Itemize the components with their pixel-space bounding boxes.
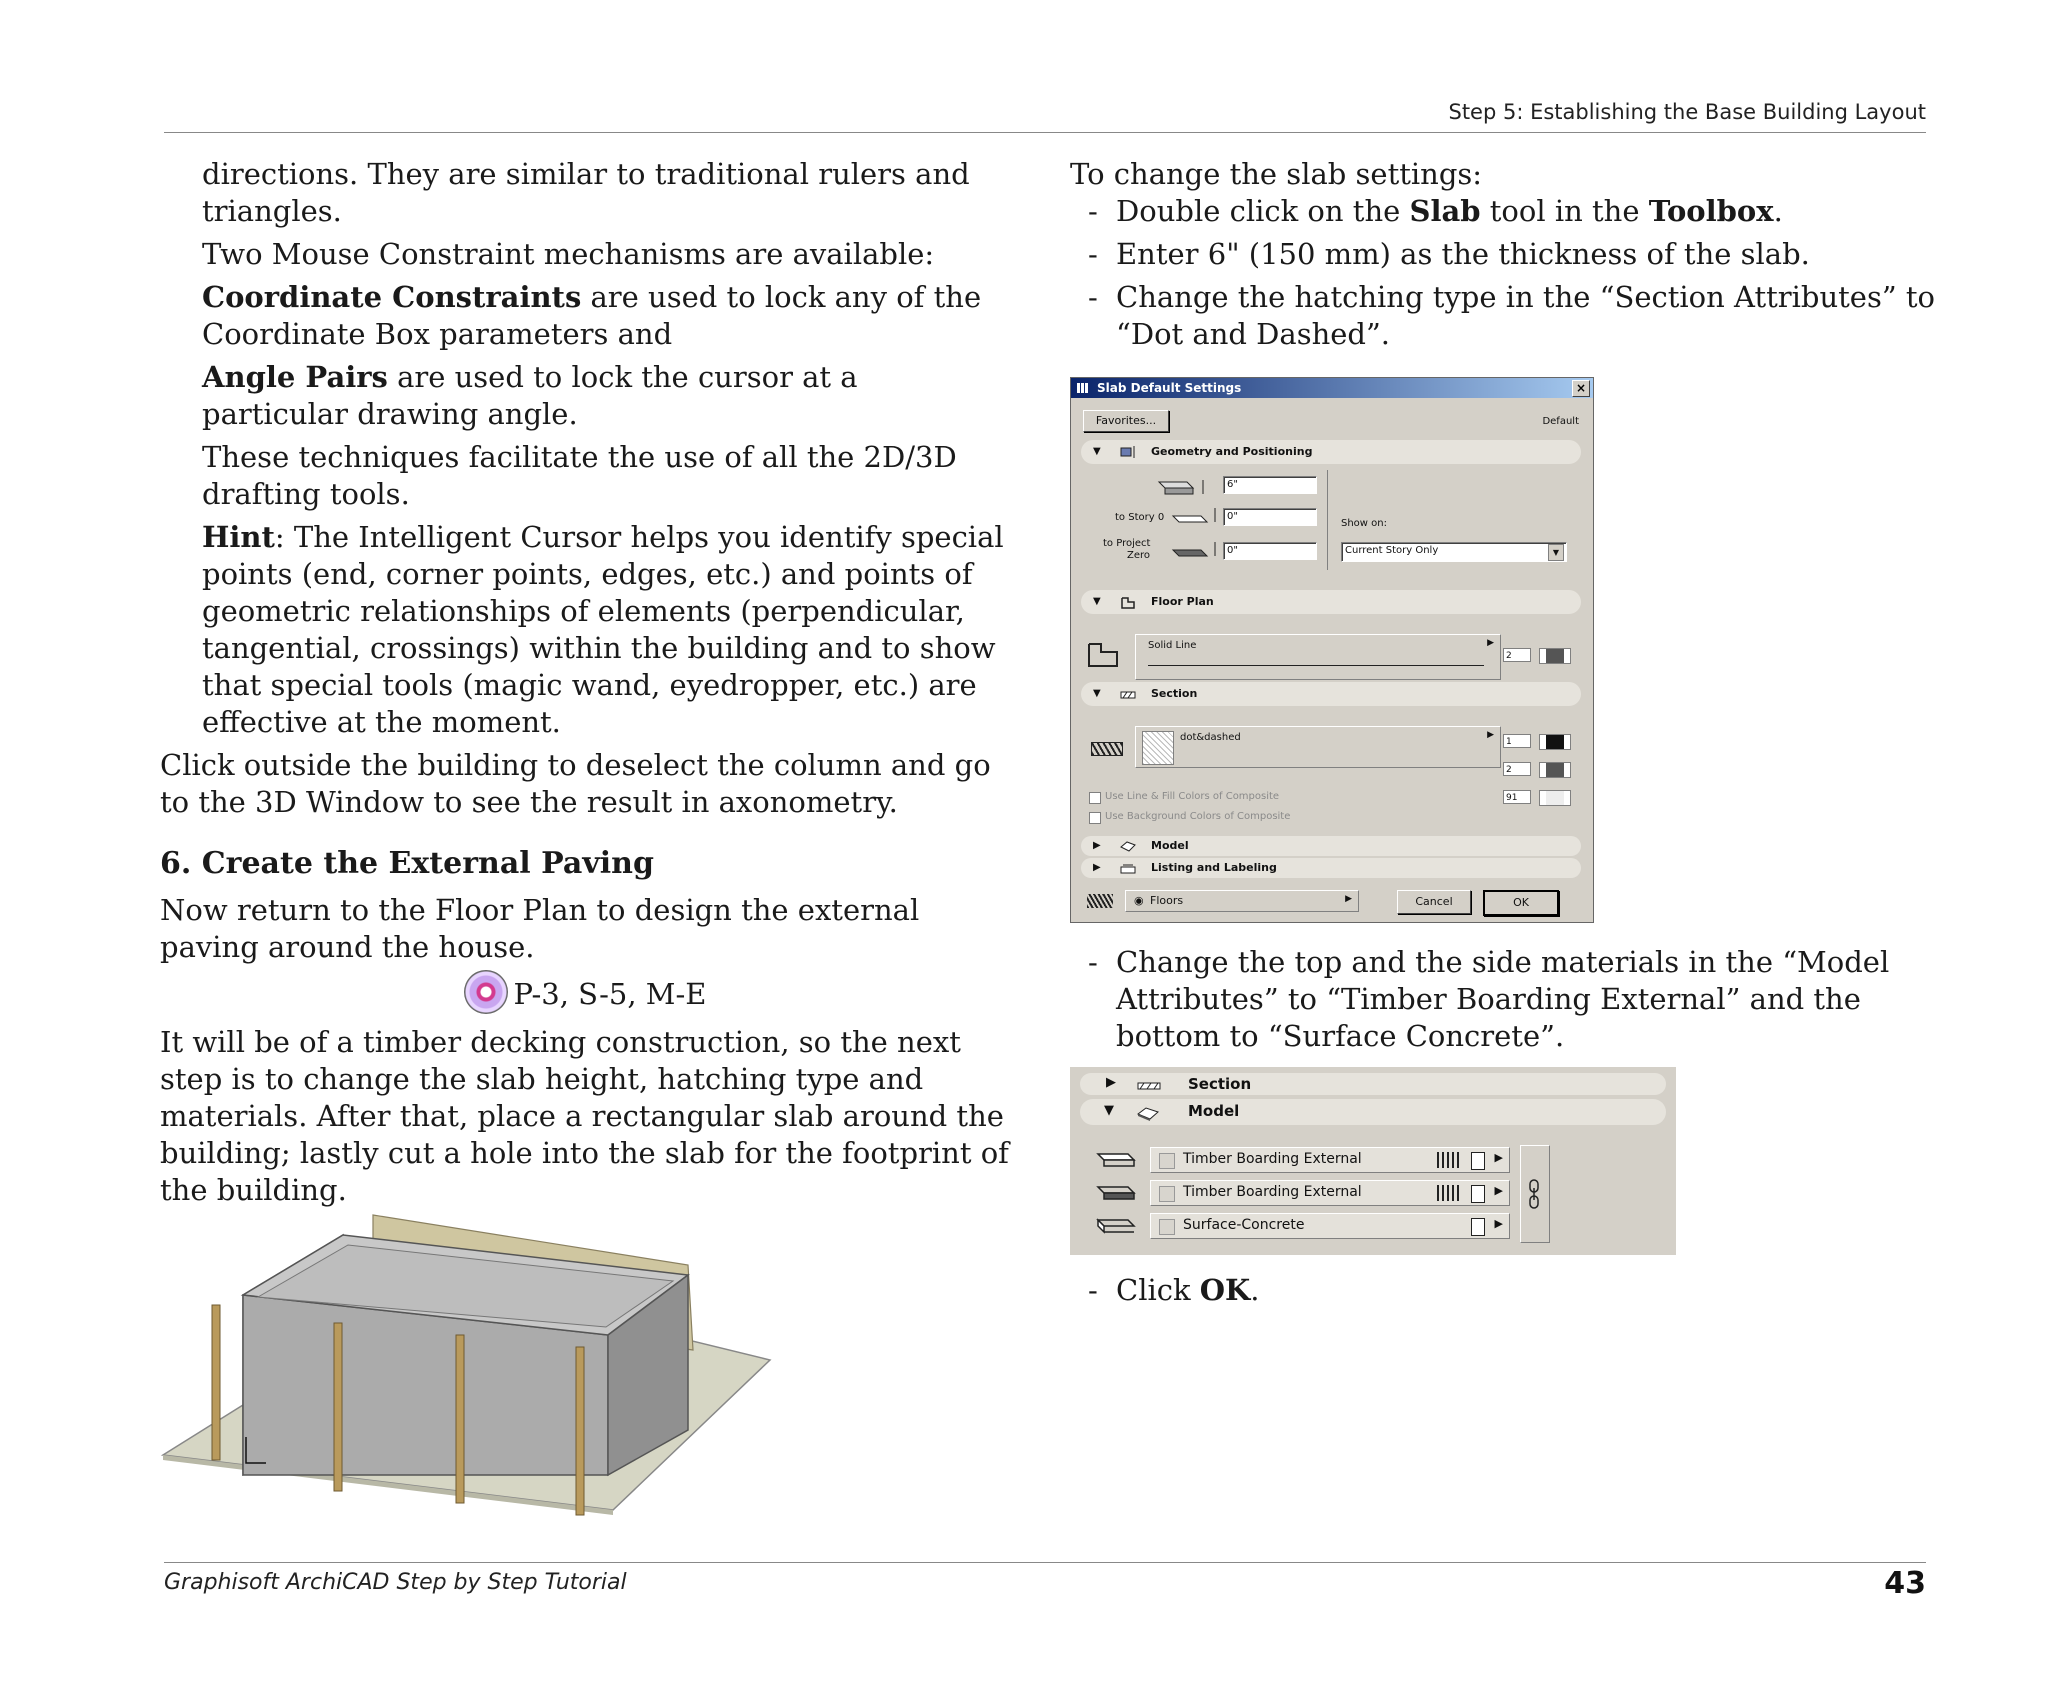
to-project-label: to Project — [1103, 538, 1151, 549]
pen-color-swatch[interactable] — [1539, 648, 1571, 664]
step-item — [1070, 279, 1940, 353]
paragraph: Two Mouse Constraint mechanisms are available: — [202, 237, 935, 271]
paragraph: directions. They are similar to traditional rulers and triangles. — [202, 157, 970, 228]
section-label: Section — [1151, 687, 1198, 700]
checkbox-label: Use Background Colors of Composite — [1105, 811, 1291, 822]
column — [576, 1347, 584, 1515]
text: are used to lock any of the Coordinate Box parameters and — [202, 280, 982, 351]
floor-plan-pen-input[interactable]: 2 — [1503, 648, 1531, 662]
chevron-right-icon: ▶ — [1345, 894, 1352, 904]
side-surface-icon — [1096, 1184, 1138, 1202]
section-pen-2-input[interactable]: 2 — [1503, 762, 1531, 776]
fill-pattern-icon — [1091, 742, 1123, 756]
dash: - — [1088, 237, 1098, 271]
chevron-right-icon[interactable]: ▶ — [1494, 1184, 1503, 1197]
section-pen-1-input[interactable]: 1 — [1503, 734, 1531, 748]
pen-color-swatch[interactable] — [1539, 734, 1571, 750]
chevron-right-icon[interactable]: ▶ — [1494, 1217, 1503, 1230]
material-side-value: Timber Boarding External — [1183, 1184, 1362, 1200]
slab-settings-dialog — [1070, 377, 1594, 923]
text: Change the hatching type in the “Section Attributes” to “Dot and Dashed”. — [1116, 280, 1935, 351]
text: Double click on the — [1116, 194, 1410, 228]
dash: - — [1088, 194, 1098, 228]
eye-icon: ◉ — [1134, 894, 1144, 907]
step-item — [1070, 193, 1940, 230]
link-materials-panel — [1520, 1145, 1550, 1243]
fill-type-selector[interactable] — [1135, 726, 1501, 768]
material-row-top[interactable] — [1150, 1147, 1510, 1173]
chevron-down-icon: ▼ — [1104, 1103, 1114, 1118]
paragraph: To change the slab settings: — [1070, 157, 1483, 191]
text: . — [1250, 1273, 1260, 1307]
paragraph: Click outside the building to deselect the column and go to the 3D Window to see the result in axonometry. — [160, 748, 991, 819]
show-on-select[interactable] — [1341, 542, 1567, 562]
paragraph — [160, 359, 1010, 433]
paragraph — [160, 279, 1010, 353]
term: Slab — [1409, 194, 1481, 228]
favorites-button[interactable]: Favorites... — [1083, 410, 1169, 432]
layer-value: Floors — [1150, 894, 1184, 907]
step-item — [1070, 1272, 1940, 1309]
fill-type-value: dot&dashed — [1180, 732, 1241, 743]
pen-color-swatch[interactable] — [1539, 762, 1571, 778]
story-offset-input[interactable]: 0" — [1223, 508, 1317, 526]
document-icon[interactable] — [1471, 1185, 1485, 1203]
section-label: Model — [1188, 1102, 1240, 1120]
story-offset-icon — [1171, 506, 1221, 526]
slab-tool-icon — [1076, 381, 1090, 395]
chevron-right-icon: ▶ — [1106, 1075, 1116, 1090]
composite-line-colors-checkbox[interactable] — [1089, 792, 1101, 804]
checkbox-label: Use Line & Fill Colors of Composite — [1105, 791, 1280, 802]
material-swatch — [1159, 1153, 1175, 1169]
dropdown-arrow-icon[interactable]: ▼ — [1548, 544, 1564, 561]
listing-icon — [1119, 861, 1137, 875]
column — [456, 1335, 464, 1503]
chevron-right-icon: ▶ — [1487, 638, 1494, 648]
cd-reference — [160, 974, 1010, 1018]
dash: - — [1088, 945, 1098, 979]
term: Coordinate Constraints — [202, 280, 582, 314]
top-surface-icon — [1096, 1151, 1138, 1169]
close-icon[interactable]: × — [1572, 380, 1590, 397]
material-top-value: Timber Boarding External — [1183, 1151, 1362, 1167]
material-swatch — [1159, 1186, 1175, 1202]
paragraph: Now return to the Floor Plan to design the external paving around the house. — [160, 893, 920, 964]
section-label: Listing and Labeling — [1151, 861, 1277, 874]
dash: - — [1088, 280, 1098, 314]
thickness-icon — [1157, 476, 1209, 496]
paragraph: These techniques facilitate the use of all the 2D/3D drafting tools. — [202, 440, 957, 511]
text: . — [1773, 194, 1783, 228]
text: are used to lock the cursor at a particular drawing angle. — [202, 360, 858, 431]
hint-paragraph — [160, 519, 1010, 741]
text: Click — [1116, 1273, 1200, 1307]
default-label: Default — [1542, 416, 1579, 427]
section-label: Floor Plan — [1151, 595, 1214, 608]
text: : The Intelligent Cursor helps you identify special points (end, corner points, edges, etc.) and points of geometric relationships of elements (perpendicular, tangential, crossings) within the building and to show that special tools (magic wand, eyedropper, etc.) are effective at the moment. — [202, 520, 1004, 739]
header-rule — [164, 132, 1926, 133]
material-row-side[interactable] — [1150, 1180, 1510, 1206]
section-hatch-icon — [1136, 1077, 1162, 1091]
footer-rule — [164, 1562, 1926, 1563]
step-item — [1070, 944, 1940, 1055]
right-column-final — [1070, 1272, 1940, 1309]
cd-icon — [464, 970, 508, 1014]
layer-icon — [1087, 894, 1113, 908]
chevron-down-icon: ▼ — [1093, 446, 1101, 457]
left-column — [160, 156, 1010, 1209]
cd-reference-text: P-3, S-5, M-E — [513, 977, 707, 1011]
section-heading: 6. Create the External Paving — [160, 846, 654, 881]
model-icon — [1136, 1104, 1162, 1122]
geometry-icon — [1119, 445, 1137, 459]
page-number: 43 — [1884, 1566, 1926, 1601]
section-header-floor-plan[interactable] — [1081, 590, 1581, 614]
section-header-model[interactable] — [1080, 1099, 1666, 1125]
section-header-section[interactable] — [1081, 682, 1581, 706]
line-type-value: Solid Line — [1148, 640, 1197, 651]
line-preview — [1148, 665, 1484, 666]
zero-label: Zero — [1127, 550, 1151, 561]
dialog-titlebar[interactable] — [1071, 378, 1593, 398]
chevron-right-icon: ▶ — [1487, 730, 1494, 740]
term: Angle Pairs — [202, 360, 388, 394]
hatch-preview — [1437, 1152, 1459, 1168]
floor-plan-icon — [1119, 595, 1137, 609]
term: OK — [1199, 1273, 1251, 1307]
term: Hint — [202, 520, 275, 554]
document-icon[interactable] — [1471, 1218, 1485, 1236]
text: Enter 6" (150 mm) as the thickness of the slab. — [1116, 237, 1810, 271]
section-label: Geometry and Positioning — [1151, 445, 1313, 458]
show-on-value: Current Story Only — [1345, 545, 1439, 556]
right-column-continued — [1070, 944, 1940, 1055]
material-bottom-value: Surface-Concrete — [1183, 1217, 1305, 1233]
section-hatch-icon — [1119, 687, 1137, 701]
chevron-right-icon: ▶ — [1093, 840, 1101, 851]
chevron-down-icon: ▼ — [1093, 596, 1101, 607]
chevron-right-icon[interactable]: ▶ — [1494, 1151, 1503, 1164]
project-zero-icon — [1171, 540, 1221, 560]
section-header-section[interactable] — [1080, 1073, 1666, 1095]
document-icon[interactable] — [1471, 1152, 1485, 1170]
section-header-geometry[interactable] — [1081, 440, 1581, 464]
layer-selector[interactable] — [1125, 890, 1359, 912]
model-icon — [1119, 839, 1137, 853]
hatch-preview — [1437, 1185, 1459, 1201]
project-zero-input[interactable]: 0" — [1223, 542, 1317, 560]
term: Toolbox — [1648, 194, 1774, 228]
section-header-listing[interactable] — [1081, 858, 1581, 878]
section-header-model[interactable] — [1081, 836, 1581, 856]
composite-background-colors-checkbox[interactable] — [1089, 812, 1101, 824]
section-pen-3-input[interactable]: 91 — [1503, 790, 1531, 804]
text: tool in the — [1480, 194, 1649, 228]
chain-link-icon[interactable] — [1527, 1178, 1541, 1210]
running-header: Step 5: Establishing the Base Building Layout — [1448, 100, 1926, 124]
dash: - — [1088, 1273, 1098, 1307]
paragraph: It will be of a timber decking construction, so the next step is to change the slab height, hatching type and materials. After that, place a rectangular slab around the building; lastly cut a hole into the slab for the footprint of the building. — [160, 1025, 1009, 1207]
fill-swatch — [1142, 731, 1174, 765]
model-attributes-panel — [1070, 1067, 1676, 1255]
cancel-button[interactable]: Cancel — [1397, 890, 1471, 914]
dialog-title: Slab Default Settings — [1097, 381, 1242, 395]
floor-plan-shape-icon — [1087, 640, 1119, 668]
material-swatch — [1159, 1219, 1175, 1235]
chevron-right-icon: ▶ — [1093, 862, 1101, 873]
column — [334, 1323, 342, 1491]
divider — [1327, 470, 1328, 570]
material-row-bottom[interactable] — [1150, 1213, 1510, 1239]
thickness-input[interactable]: 6" — [1223, 476, 1317, 494]
book-title: Graphisoft ArchiCAD Step by Step Tutorial — [164, 1570, 627, 1595]
section-label: Model — [1151, 839, 1189, 852]
line-type-selector[interactable] — [1135, 634, 1501, 680]
pen-color-swatch[interactable] — [1539, 790, 1571, 806]
to-story-label: to Story 0 — [1115, 512, 1165, 523]
step-item — [1070, 236, 1940, 273]
text: Change the top and the side materials in the “Model Attributes” to “Timber Boarding External” and the bottom to “Surface Concrete”. — [1116, 945, 1890, 1053]
show-on-label: Show on: — [1341, 518, 1387, 529]
axonometric-3d-illustration — [158, 1205, 778, 1525]
section-label: Section — [1188, 1075, 1252, 1093]
ok-button[interactable]: OK — [1483, 890, 1559, 916]
chevron-down-icon: ▼ — [1093, 688, 1101, 699]
bottom-surface-icon — [1096, 1217, 1138, 1235]
right-column — [1070, 156, 1940, 353]
column — [212, 1305, 220, 1460]
